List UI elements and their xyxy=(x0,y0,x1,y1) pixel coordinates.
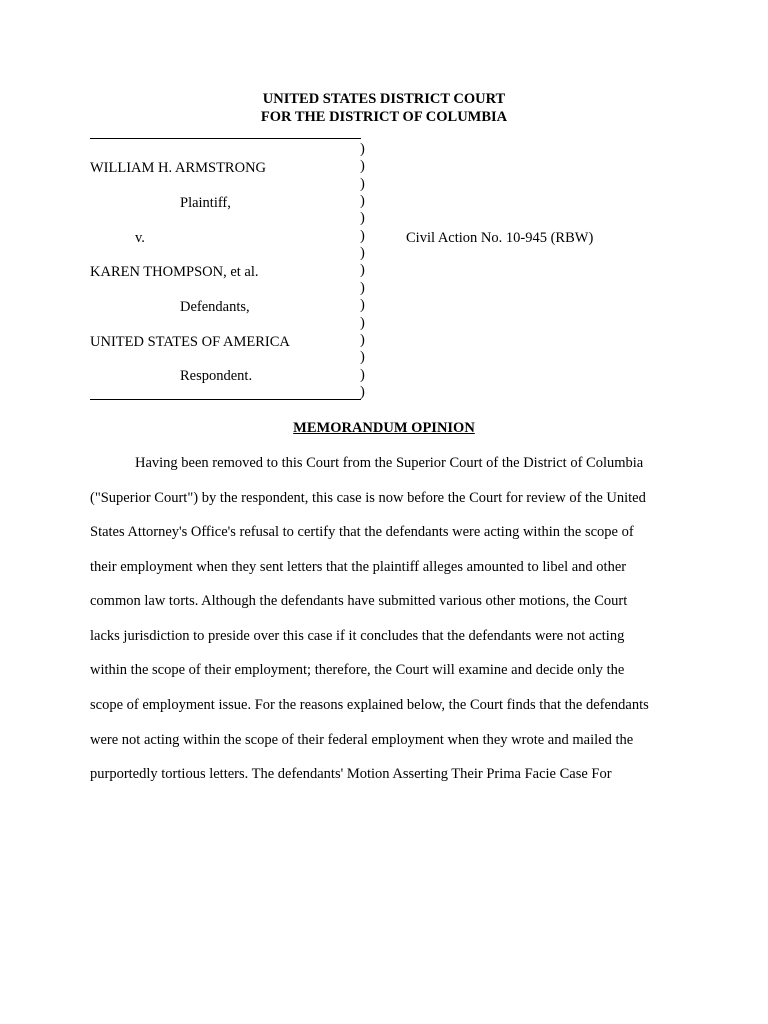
body-line: common law torts. Although the defendants have submitted various other motions, the Court xyxy=(90,593,628,609)
court-name-line-1: UNITED STATES DISTRICT COURT xyxy=(262,91,506,107)
versus-label: v. xyxy=(135,230,145,246)
caption-paren: ) xyxy=(360,366,365,383)
body-line: within the scope of their employment; therefore, the Court will examine and decide only the xyxy=(90,662,625,678)
caption-paren: ) xyxy=(360,262,365,279)
caption-paren: ) xyxy=(360,193,365,210)
body-line: Having been removed to this Court from the Superior Court of the District of Columbia xyxy=(135,455,644,471)
caption-paren: ) xyxy=(360,279,365,296)
body-line: purportedly tortious letters. The defendants' Motion Asserting Their Prima Facie Case For xyxy=(90,766,612,782)
body-line: States Attorney's Office's refusal to certify that the defendants were acting within the scope of xyxy=(90,524,634,540)
caption-paren: ) xyxy=(360,227,365,244)
caption-paren: ) xyxy=(360,175,365,192)
caption-paren: ) xyxy=(360,331,365,348)
respondent-name: UNITED STATES OF AMERICA xyxy=(90,334,290,350)
caption-paren: ) xyxy=(360,245,365,262)
caption-top-rule xyxy=(90,138,361,139)
body-line: lacks jurisdiction to preside over this case if it concludes that the defendants were not acting xyxy=(90,628,625,644)
memorandum-title: MEMORANDUM OPINION xyxy=(293,420,475,436)
body-line: were not acting within the scope of their federal employment when they wrote and mailed the xyxy=(90,732,634,748)
civil-action-number: Civil Action No. 10-945 (RBW) xyxy=(406,230,594,246)
body-line: ("Superior Court") by the respondent, this case is now before the Court for review of the United xyxy=(90,490,646,506)
caption-paren: ) xyxy=(360,297,365,314)
caption-paren: ) xyxy=(360,383,365,400)
respondent-role: Respondent. xyxy=(180,368,253,384)
body-line: their employment when they sent letters that the plaintiff alleges amounted to libel and other xyxy=(90,559,627,575)
caption-paren: ) xyxy=(360,141,365,157)
caption-paren: ) xyxy=(360,210,365,227)
caption-paren: ) xyxy=(360,158,365,175)
caption-bottom-rule xyxy=(90,399,361,400)
plaintiff-role: Plaintiff, xyxy=(180,195,231,211)
caption-paren: ) xyxy=(360,349,365,366)
body-line: scope of employment issue. For the reasons explained below, the Court finds that the defendants xyxy=(90,697,649,713)
plaintiff-name: WILLIAM H. ARMSTRONG xyxy=(90,160,267,176)
caption-paren: ) xyxy=(360,314,365,331)
court-name-line-2: FOR THE DISTRICT OF COLUMBIA xyxy=(260,109,508,125)
defendant-name: KAREN THOMPSON, et al. xyxy=(90,264,259,280)
defendant-role: Defendants, xyxy=(180,299,250,315)
